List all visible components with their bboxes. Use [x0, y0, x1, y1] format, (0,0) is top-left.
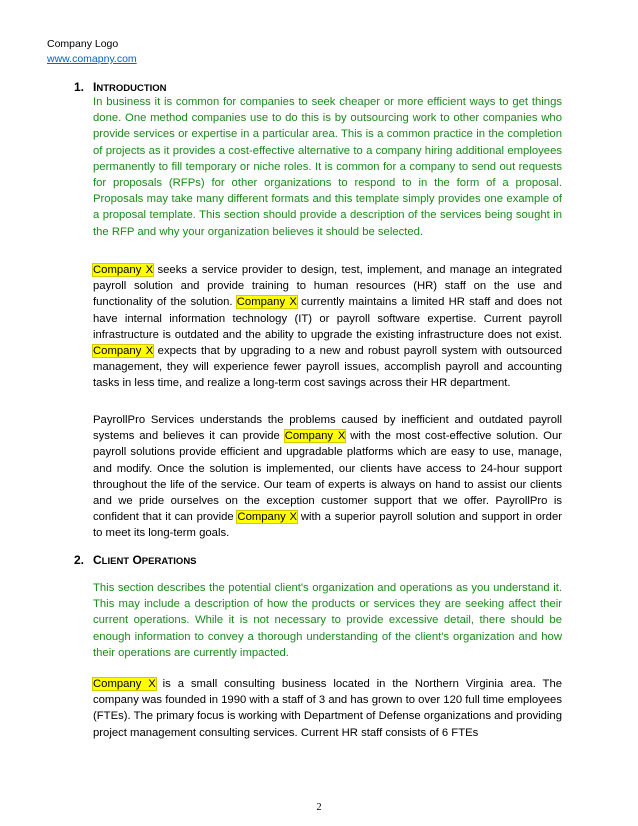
- section-2-heading: [74, 553, 197, 567]
- section-1-title-rest: NTRODUCTION: [96, 83, 167, 94]
- section-2-title-initial-1: C: [93, 553, 102, 567]
- company-website-link[interactable]: www.comapny.com: [47, 53, 137, 65]
- section-2-paragraph-2: [93, 676, 562, 741]
- section-1-paragraph-2-text-b: currently maintains a limited HR staff and does not have internal information technology (IT) or payroll software expertise. Current payroll infrastructure is outdated and the ability to upgrade the existing infrastructure does not exist.: [93, 296, 562, 341]
- highlighted-client-name: Company X: [93, 345, 154, 358]
- highlighted-client-name: Company X: [237, 511, 298, 524]
- section-1-guidance-text: In business it is common for companies to seek cheaper or more efficient ways to get things done. One method companies use to do this is by outsourcing work to other companies who provide services or expertise in a particular area. This is a common practice in the completion of projects as it provides a cost-effective alternative to a company hiring additional employees permanently to fill temporary or niche roles. It is common for a company to send out requests for proposals (RFPs) for other organizations to respond to in the form of a proposal. Proposals may take many different formats and this template simply provides one example of a proposal template. This section should provide a description of the services being sought in the RFP and why your organization believes it should be selected.: [93, 96, 562, 238]
- section-1-paragraph-3-text-c: with a superior payroll solution and support in order to meet its long-term goals.: [93, 511, 562, 540]
- section-1-number: 1.: [74, 80, 85, 94]
- section-1-paragraph-2-text-a: seeks a service provider to design, test, implement, and manage an integrated payroll solution and provide training to human resources (HR) staff on the use and functionality of the solution.: [93, 264, 563, 309]
- section-1-paragraph-2: [93, 262, 562, 392]
- section-1-heading: [74, 80, 167, 94]
- section-2-number: 2.: [74, 553, 85, 567]
- section-1-paragraph-3-text-a: PayrollPro Services understands the problems caused by inefficient and outdated payroll systems and believes it can provide: [93, 414, 562, 443]
- highlighted-client-name: Company X: [236, 296, 297, 309]
- page-number: 2: [316, 802, 322, 813]
- section-2-title-rest-1: LIENT: [101, 556, 130, 567]
- section-1-title-initial: I: [93, 80, 97, 94]
- section-2-title-rest-2: PERATIONS: [141, 556, 197, 567]
- section-2-guidance-text: This section describes the potential client's organization and operations as you understand it. This may include a description of how the products or services they are seeking affect their current operations. While it is not necessary to provide excessive detail, there should be enough information to convey a thorough understanding of the client's organization and how their operations are currently impacted.: [93, 582, 562, 659]
- section-1-paragraph-3: [93, 412, 562, 542]
- section-1-paragraph-2-text-c: expects that by upgrading to a new and robust payroll system with outsourced management, they will experience fewer payroll issues, accomplish payroll and accounting tasks in less time, and realize a long-term cost savings across their HR department.: [93, 345, 562, 390]
- section-2-paragraph-2-text: is a small consulting business located in the Northern Virginia area. The company was founded in 1990 with a staff of 3 and has grown to over 120 full time employees (FTEs). The primary focus is working with Department of Defense organizations and providing project management consulting services. Current HR staff consists of 6 FTEs: [93, 678, 563, 739]
- highlighted-client-name: Company X: [93, 264, 154, 276]
- section-2-title-initial-2: O: [129, 553, 142, 567]
- page-header: [47, 37, 137, 67]
- highlighted-client-name: Company X: [93, 678, 156, 690]
- section-1-paragraph-3-text-b: with the most cost-effective solution. Our payroll solutions provide efficient and upgradable platforms which are easy to use, manage, and modify. Once the solution is implemented, our clients have access to 24-hour support throughout the life of the service. Our team of experts is always on hand to assist our clients and we pride ourselves on the exception customer support that we offer. PayrollPro is confident that it can provide: [93, 430, 562, 524]
- highlighted-client-name: Company X: [284, 430, 346, 443]
- company-logo-text: Company Logo: [47, 38, 119, 50]
